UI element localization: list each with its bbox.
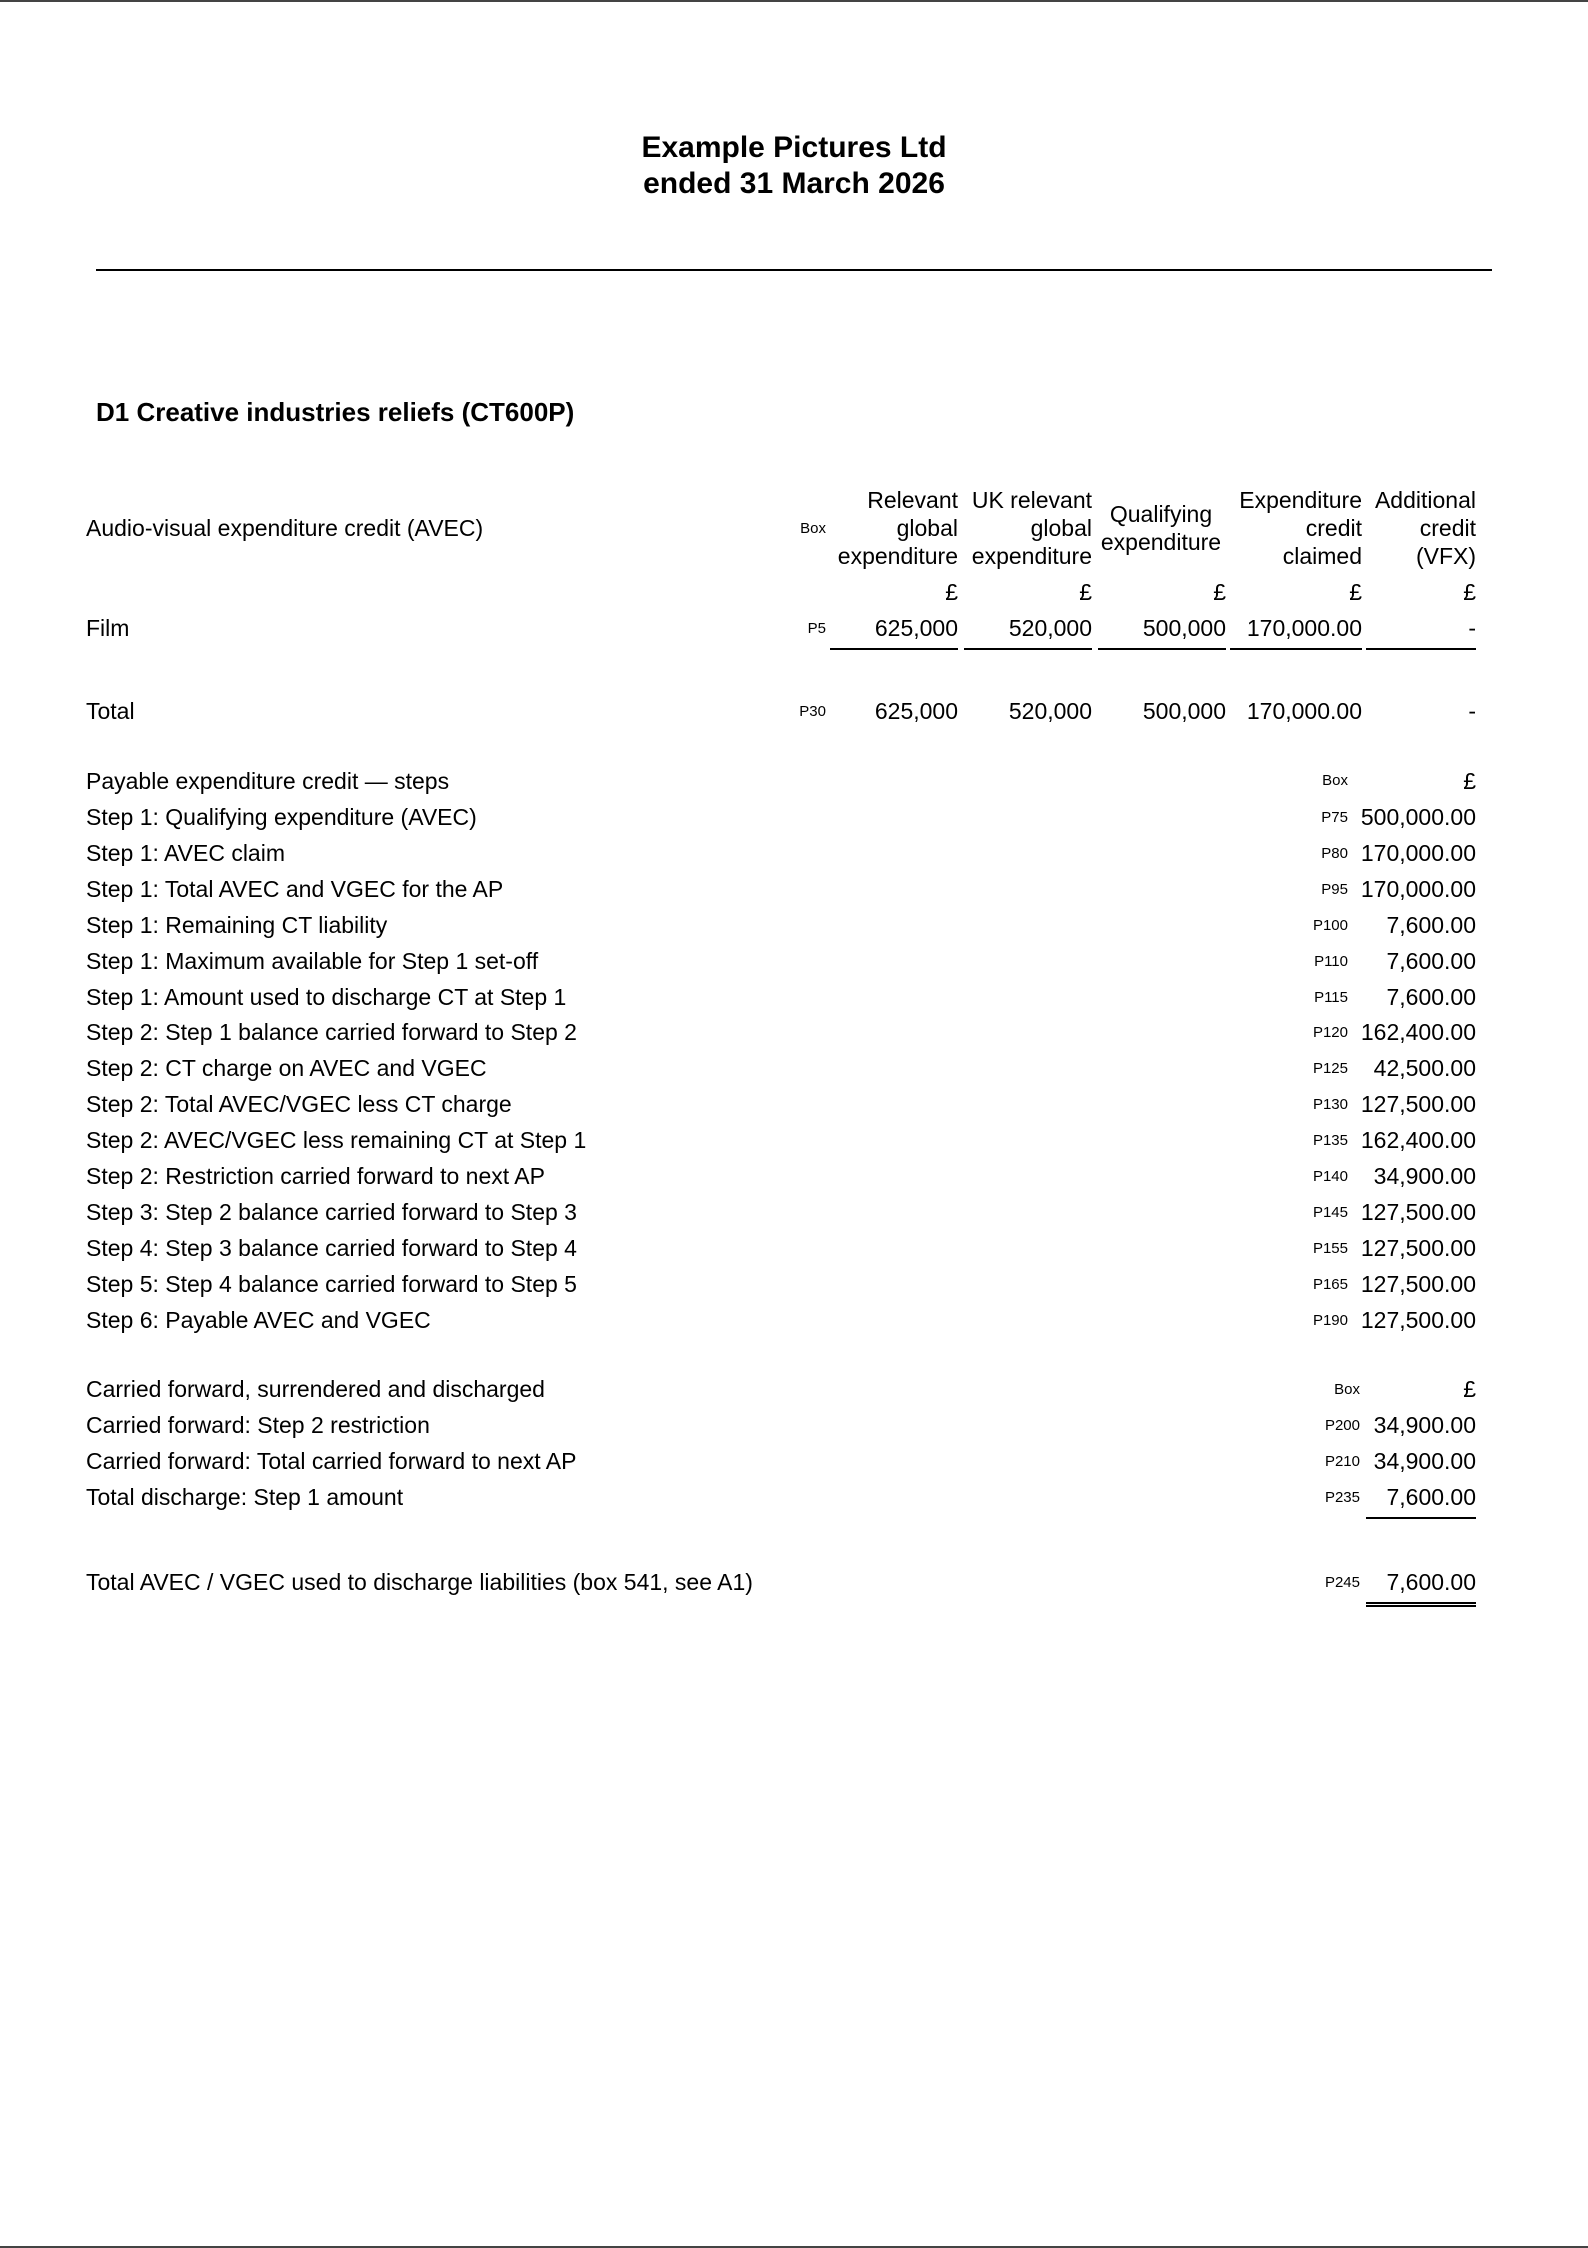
step-box: P135: [1312, 1132, 1348, 1150]
step-label: Step 1: Remaining CT liability: [86, 911, 388, 938]
carried-box: P200: [1324, 1417, 1360, 1434]
total-used-label: Total AVEC / VGEC used to discharge liabilities (box 541, see A1): [86, 1569, 753, 1595]
step-box: P130: [1312, 1096, 1348, 1114]
steps-box-header: Box: [1322, 772, 1348, 789]
carried-value: 7,600.00: [1366, 1483, 1476, 1519]
carried-currency: £: [1463, 1376, 1476, 1402]
step-label: Step 2: Restriction carried forward to next AP: [86, 1163, 545, 1189]
avec-box-header: Box: [800, 520, 826, 537]
step-value: 162,400.00: [1360, 1127, 1476, 1154]
avec-row-value: -: [1366, 614, 1476, 650]
company-name: Example Pictures Ltd: [641, 131, 947, 164]
currency-symbol: £: [945, 579, 958, 605]
avec-row-value: 520,000: [964, 614, 1092, 650]
avec-table-title: Audio-visual expenditure credit (AVEC): [86, 515, 484, 541]
header-divider: [96, 269, 1492, 271]
carried-title: Carried forward, surrendered and discharged: [86, 1376, 545, 1402]
step-value: 34,900.00: [1373, 1163, 1476, 1189]
step-value: 170,000.00: [1360, 875, 1476, 902]
step-label: Step 4: Step 3 balance carried forward to Step 4: [86, 1234, 577, 1261]
column-header-qualifying-expenditure: Qualifying expenditure: [1100, 501, 1222, 555]
currency-symbol: £: [1079, 579, 1092, 605]
step-value: 7,600.00: [1386, 947, 1476, 974]
step-box: P120: [1312, 1024, 1348, 1042]
step-box: P125: [1312, 1060, 1348, 1078]
carried-label: Carried forward: Total carried forward to next AP: [86, 1448, 577, 1474]
carried-box-header: Box: [1334, 1381, 1360, 1398]
avec-total-box: P30: [799, 703, 826, 720]
page-top-border: [0, 0, 1588, 2]
step-label: Step 2: Step 1 balance carried forward to Step 2: [86, 1019, 577, 1046]
steps-currency: £: [1463, 768, 1476, 794]
step-label: Step 5: Step 4 balance carried forward to Step 5: [86, 1270, 577, 1297]
carried-label: Total discharge: Step 1 amount: [86, 1484, 404, 1510]
carried-label: Carried forward: Step 2 restriction: [86, 1412, 430, 1438]
step-label: Step 3: Step 2 balance carried forward to Step 3: [86, 1198, 577, 1225]
avec-total-value: 170,000.00: [1246, 698, 1362, 724]
step-label: Step 2: Total AVEC/VGEC less CT charge: [86, 1091, 512, 1118]
step-label: Step 1: Total AVEC and VGEC for the AP: [86, 875, 504, 902]
column-header-relevant-global-expenditure: Relevant global expenditure: [837, 487, 958, 569]
step-value: 7,600.00: [1386, 911, 1476, 938]
step-label: Step 1: AVEC claim: [86, 839, 285, 866]
currency-symbol: £: [1213, 579, 1226, 605]
avec-row-box: P5: [807, 620, 826, 637]
avec-total-value: 500,000: [1142, 698, 1226, 724]
step-value: 7,600.00: [1386, 983, 1476, 1010]
step-value: 127,500.00: [1360, 1306, 1476, 1333]
step-box: P95: [1321, 880, 1348, 898]
step-value: 127,500.00: [1360, 1091, 1476, 1118]
step-label: Step 1: Qualifying expenditure (AVEC): [86, 804, 477, 830]
carried-value: 34,900.00: [1373, 1412, 1476, 1438]
total-used-value: 7,600.00: [1366, 1568, 1476, 1607]
step-box: P140: [1312, 1168, 1348, 1185]
step-value: 127,500.00: [1360, 1198, 1476, 1225]
column-header-additional-credit-vfx: Additional credit (VFX): [1374, 487, 1476, 569]
section-title: D1 Creative industries reliefs (CT600P): [96, 397, 575, 427]
avec-total-label: Total: [86, 698, 135, 724]
step-box: P110: [1314, 952, 1348, 970]
document-header: [0, 130, 1588, 202]
step-label: Step 2: AVEC/VGEC less remaining CT at Step 1: [86, 1127, 587, 1154]
step-label: Step 1: Amount used to discharge CT at Step 1: [86, 983, 567, 1010]
step-box: P80: [1321, 844, 1348, 862]
step-value: 162,400.00: [1360, 1019, 1476, 1046]
column-header-uk-relevant-global-expenditure: UK relevant global expenditure: [971, 487, 1092, 569]
steps-title: Payable expenditure credit — steps: [86, 768, 450, 794]
currency-symbol: £: [1349, 579, 1362, 605]
avec-row-value: 625,000: [830, 614, 958, 650]
step-box: P165: [1312, 1275, 1348, 1293]
step-box: P100: [1312, 916, 1348, 934]
step-value: 127,500.00: [1360, 1270, 1476, 1297]
step-label: Step 6: Payable AVEC and VGEC: [86, 1306, 431, 1333]
step-value: 170,000.00: [1360, 839, 1476, 866]
avec-row-value: 170,000.00: [1230, 614, 1362, 650]
step-box: P115: [1314, 988, 1348, 1006]
step-box: P145: [1312, 1203, 1348, 1221]
step-box: P190: [1312, 1311, 1348, 1329]
step-box: P155: [1312, 1239, 1348, 1257]
step-label: Step 1: Maximum available for Step 1 set-off: [86, 947, 539, 974]
avec-row-value: 500,000: [1098, 614, 1226, 650]
avec-total-value: -: [1468, 698, 1476, 724]
currency-symbol: £: [1463, 579, 1476, 605]
avec-total-value: 520,000: [1008, 698, 1092, 724]
carried-box: P210: [1324, 1453, 1360, 1470]
column-header-expenditure-credit-claimed: Expenditure credit claimed: [1239, 487, 1362, 569]
carried-value: 34,900.00: [1373, 1448, 1476, 1474]
carried-box: P235: [1324, 1489, 1360, 1506]
step-value: 127,500.00: [1360, 1234, 1476, 1261]
step-label: Step 2: CT charge on AVEC and VGEC: [86, 1055, 487, 1082]
period-label: ended 31 March 2026: [643, 167, 945, 200]
step-value: 500,000.00: [1360, 804, 1476, 830]
total-used-box: P245: [1324, 1574, 1360, 1591]
step-value: 42,500.00: [1373, 1055, 1476, 1082]
step-box: P75: [1321, 809, 1348, 826]
avec-total-value: 625,000: [874, 698, 958, 724]
avec-row-label: Film: [86, 615, 130, 641]
